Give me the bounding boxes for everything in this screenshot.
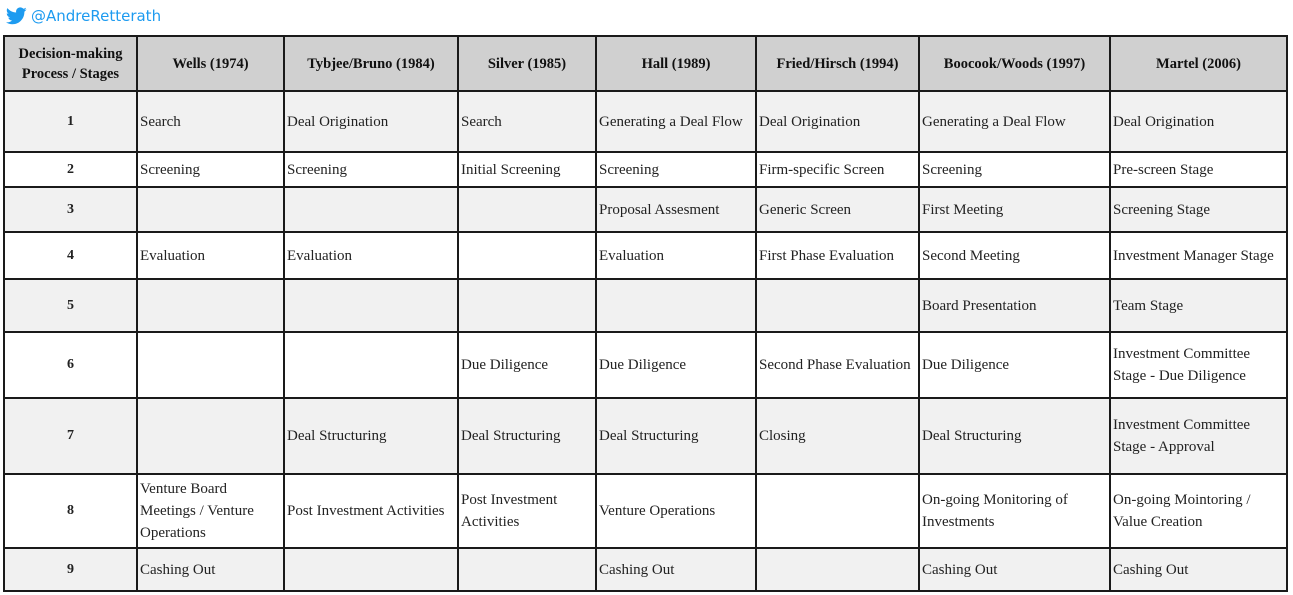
column-header: Hall (1989) [596, 36, 756, 91]
table-cell [458, 187, 596, 232]
table-cell [756, 548, 919, 591]
table-cell: Screening [137, 152, 284, 187]
table-cell: Deal Origination [756, 91, 919, 152]
stage-number: 3 [4, 187, 137, 232]
stage-number: 2 [4, 152, 137, 187]
table-cell: Deal Structuring [284, 398, 458, 474]
decision-stages-table [3, 35, 1288, 592]
table-header-row [4, 36, 1287, 91]
column-header: Tybjee/Bruno (1984) [284, 36, 458, 91]
table-cell: On-going Mointoring / Value Creation [1110, 474, 1287, 548]
table-row [4, 332, 1287, 398]
table-row [4, 187, 1287, 232]
table-cell: Post Investment Activities [458, 474, 596, 548]
table-cell [596, 279, 756, 332]
column-header: Wells (1974) [137, 36, 284, 91]
table-cell: Screening [919, 152, 1110, 187]
table-row [4, 548, 1287, 591]
table-cell [458, 548, 596, 591]
twitter-bird-icon [6, 7, 27, 25]
table-cell: Due Diligence [458, 332, 596, 398]
table-cell: First Phase Evaluation [756, 232, 919, 279]
table-cell: Second Phase Evaluation [756, 332, 919, 398]
table-cell: Proposal Assesment [596, 187, 756, 232]
table-cell: On-going Monitoring of Investments [919, 474, 1110, 548]
table-cell: Board Presentation [919, 279, 1110, 332]
table-row [4, 279, 1287, 332]
table-row [4, 91, 1287, 152]
table-cell [284, 548, 458, 591]
table-cell: Investment Manager Stage [1110, 232, 1287, 279]
table-cell: Investment Committee Stage - Due Diligence [1110, 332, 1287, 398]
table-cell: Search [458, 91, 596, 152]
table-cell [137, 187, 284, 232]
stage-number: 8 [4, 474, 137, 548]
table-cell: Search [137, 91, 284, 152]
table-cell: Firm-specific Screen [756, 152, 919, 187]
table-cell [284, 332, 458, 398]
table-cell: Second Meeting [919, 232, 1110, 279]
table-row [4, 152, 1287, 187]
table-cell: Cashing Out [919, 548, 1110, 591]
table-cell: Screening [284, 152, 458, 187]
table-row [4, 474, 1287, 548]
table-cell: Deal Origination [284, 91, 458, 152]
table-cell: Evaluation [137, 232, 284, 279]
table-cell: Generic Screen [756, 187, 919, 232]
table-cell: Due Diligence [919, 332, 1110, 398]
table-cell [458, 279, 596, 332]
table-cell: Cashing Out [1110, 548, 1287, 591]
table-row [4, 398, 1287, 474]
table-cell: First Meeting [919, 187, 1110, 232]
table-cell: Cashing Out [137, 548, 284, 591]
table-cell: Initial Screening [458, 152, 596, 187]
table-cell: Evaluation [284, 232, 458, 279]
stage-number: 6 [4, 332, 137, 398]
stage-number: 5 [4, 279, 137, 332]
table-cell [756, 279, 919, 332]
table-cell: Deal Structuring [919, 398, 1110, 474]
table-row [4, 232, 1287, 279]
stage-number: 1 [4, 91, 137, 152]
table-cell: Post Investment Activities [284, 474, 458, 548]
table-cell: Venture Operations [596, 474, 756, 548]
table-cell [137, 398, 284, 474]
column-header: Silver (1985) [458, 36, 596, 91]
stage-number: 7 [4, 398, 137, 474]
table-cell: Generating a Deal Flow [919, 91, 1110, 152]
author-handle[interactable] [6, 4, 161, 28]
table-cell: Due Diligence [596, 332, 756, 398]
table-cell [137, 332, 284, 398]
author-handle-text: @AndreRetterath [31, 7, 162, 25]
table-cell [756, 474, 919, 548]
table-cell: Deal Structuring [596, 398, 756, 474]
table-cell: Venture Board Meetings / Venture Operations [137, 474, 284, 548]
table-cell: Team Stage [1110, 279, 1287, 332]
table-cell: Generating a Deal Flow [596, 91, 756, 152]
table-cell: Screening Stage [1110, 187, 1287, 232]
table-cell: Screening [596, 152, 756, 187]
stage-number: 9 [4, 548, 137, 591]
stage-number: 4 [4, 232, 137, 279]
column-header: Decision-making Process / Stages [4, 36, 137, 91]
table-cell: Investment Committee Stage - Approval [1110, 398, 1287, 474]
table-cell [458, 232, 596, 279]
table-cell [284, 187, 458, 232]
column-header: Martel (2006) [1110, 36, 1287, 91]
table-cell: Deal Structuring [458, 398, 596, 474]
column-header: Fried/Hirsch (1994) [756, 36, 919, 91]
table-cell [284, 279, 458, 332]
table-cell: Evaluation [596, 232, 756, 279]
table-cell: Pre-screen Stage [1110, 152, 1287, 187]
table-cell: Cashing Out [596, 548, 756, 591]
table-cell: Closing [756, 398, 919, 474]
column-header: Boocook/Woods (1997) [919, 36, 1110, 91]
table-cell [137, 279, 284, 332]
table-cell: Deal Origination [1110, 91, 1287, 152]
